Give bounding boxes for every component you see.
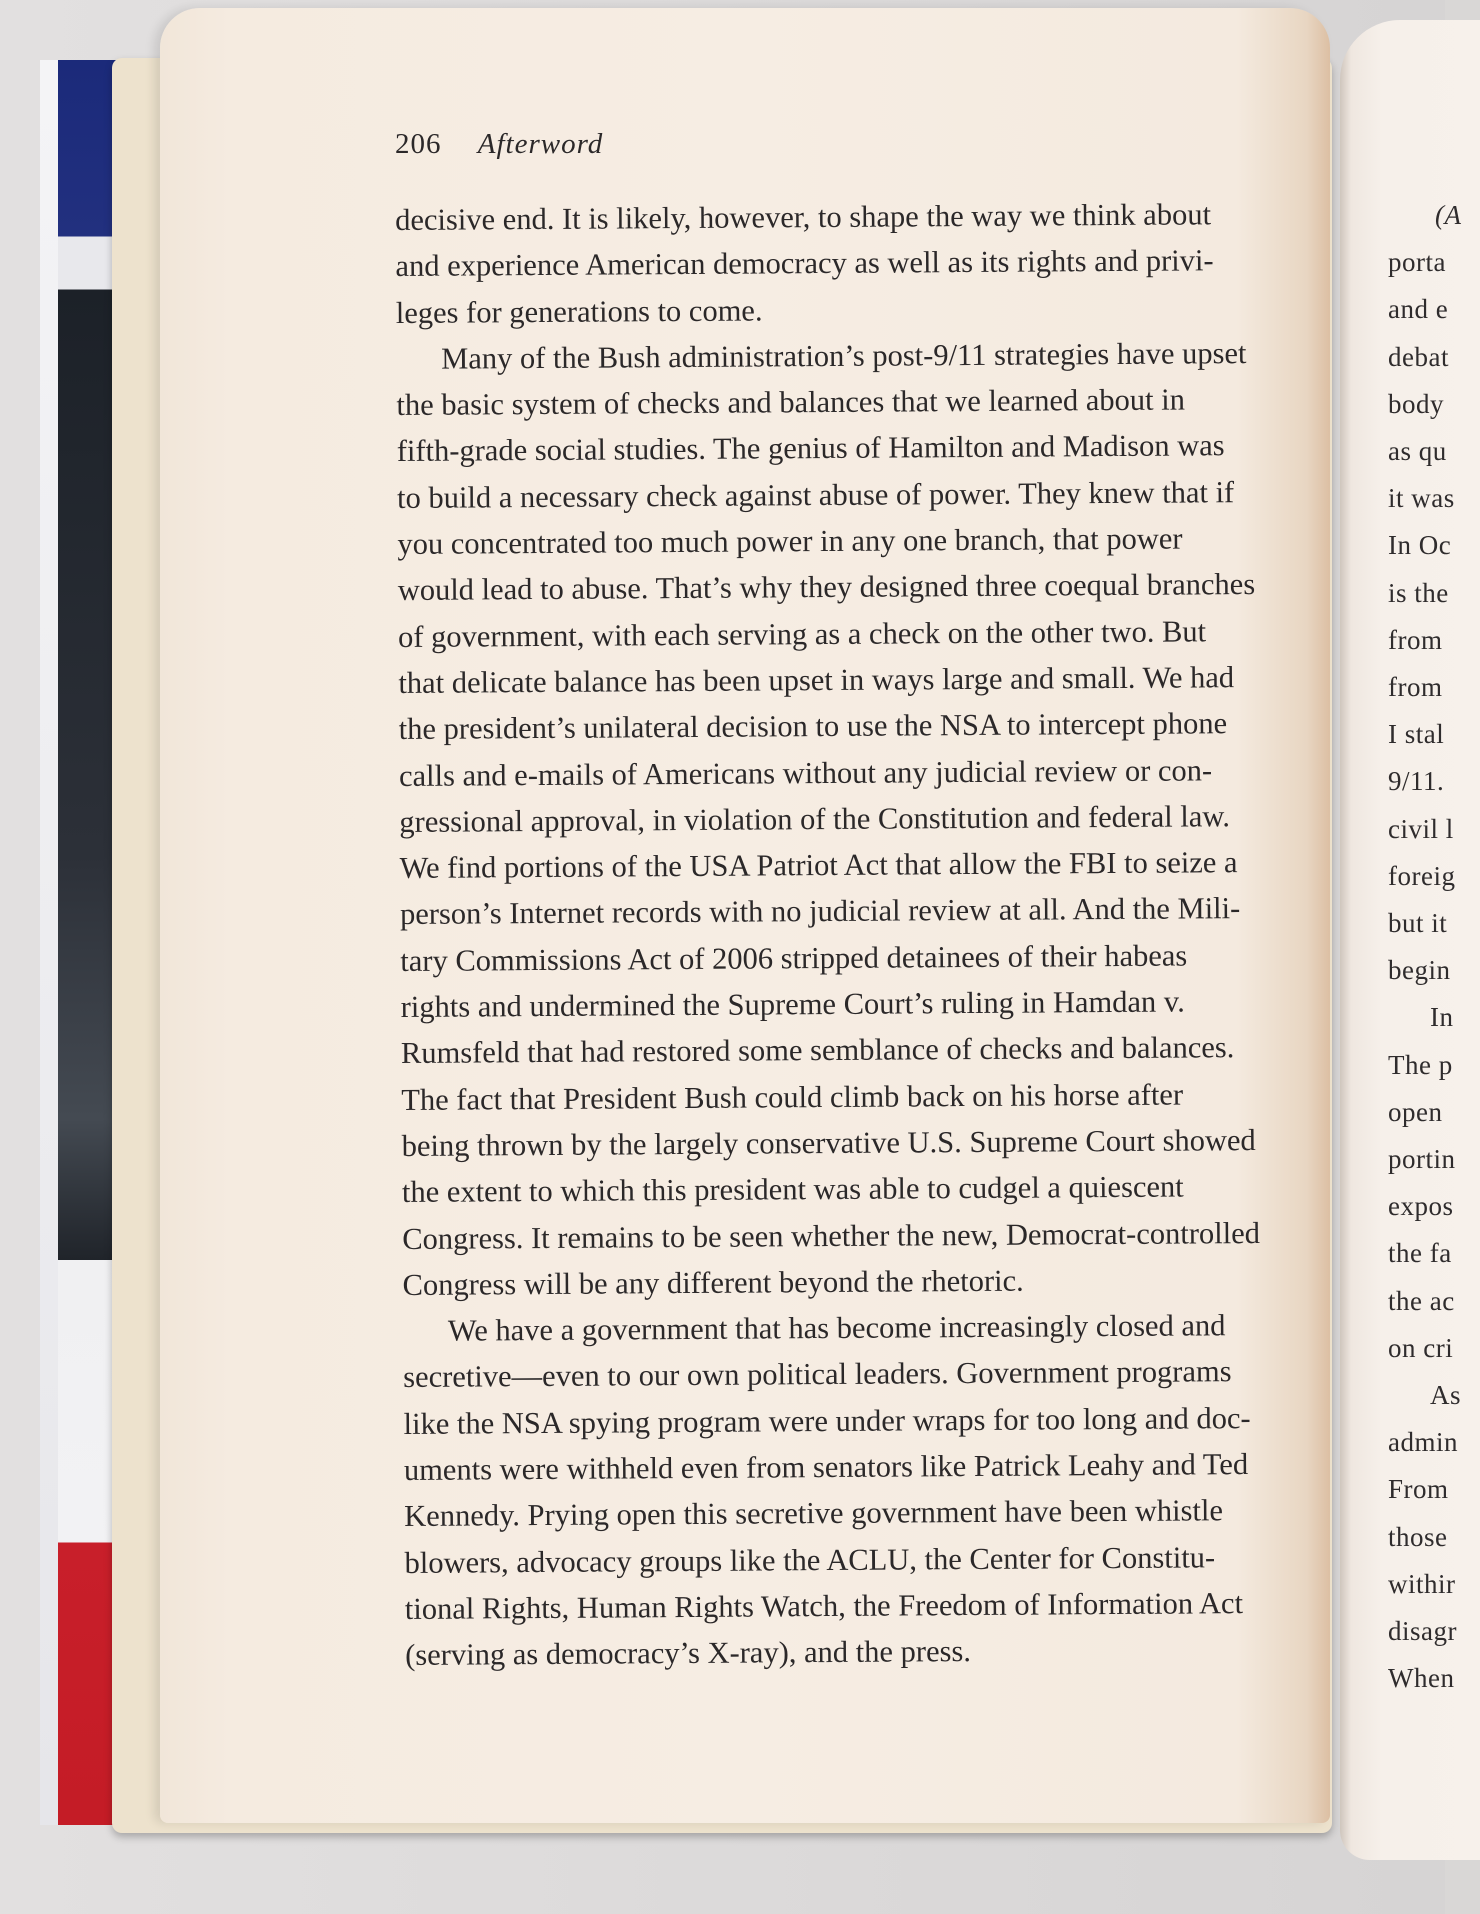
page-number: 206 — [395, 128, 442, 160]
facing-page-line: but it — [1388, 908, 1448, 938]
text-line: uments were withheld even from senators like Patrick Leahy and Ted — [403, 1447, 1249, 1487]
facing-page-line: the ac — [1388, 1285, 1455, 1316]
text-line: decisive end. It is likely, however, to shape the way we think about — [395, 197, 1212, 237]
facing-page-line: When — [1388, 1663, 1455, 1694]
text-line: the basic system of checks and balances that we learned about in — [396, 382, 1186, 423]
chapter-title: Afterword — [477, 128, 604, 160]
text-line: to build a necessary check against abuse of power. They knew that if — [396, 474, 1235, 515]
text-line: We have a government that has become increasingly closed and — [447, 1308, 1226, 1348]
facing-page-line: as qu — [1388, 436, 1447, 466]
text-line: We find portions of the USA Patriot Act that allow the FBI to seize a — [399, 845, 1238, 886]
running-head — [395, 128, 1255, 161]
text-line: the extent to which this president was able to cudgel a quiescent — [401, 1169, 1184, 1210]
text-line: tional Rights, Human Rights Watch, the Freedom of Information Act — [404, 1586, 1244, 1626]
facing-page-line: The p — [1388, 1049, 1453, 1080]
facing-page-line: From — [1388, 1474, 1449, 1505]
facing-page-line: those — [1388, 1521, 1448, 1552]
text-line: The fact that President Bush could climb back on his horse after — [401, 1077, 1184, 1117]
facing-page-line: civil l — [1388, 813, 1454, 844]
text-line: calls and e-mails of Americans without any judicial review or con- — [398, 752, 1213, 793]
facing-page-line: is the — [1388, 577, 1449, 608]
facing-page-line: debat — [1388, 341, 1449, 372]
facing-page-line: body — [1388, 388, 1444, 419]
paragraph — [403, 1302, 1266, 1678]
text-line: would lead to abuse. That’s why they designed three coequal branches — [397, 567, 1256, 608]
facing-page-line: foreig — [1388, 860, 1456, 891]
text-line: leges for generations to come. — [395, 293, 763, 330]
text-line: Congress will be any different beyond the rhetoric. — [402, 1263, 1024, 1302]
text-line: secretive—even to our own political leaders. Government programs — [403, 1354, 1232, 1395]
text-line: like the NSA spying program were under wraps for too long and doc- — [403, 1400, 1251, 1441]
text-line: of government, with each serving as a check on the other two. But — [397, 614, 1207, 654]
text-line: blowers, advocacy groups like the ACLU, the Center for Constitu- — [404, 1539, 1216, 1580]
text-line: the president’s unilateral decision to use the NSA to intercept phone — [398, 706, 1228, 747]
text-line: and experience American democracy as well as its rights and privi- — [395, 243, 1214, 284]
facing-page-line: from — [1388, 672, 1443, 702]
facing-page-line: In Oc — [1388, 530, 1452, 561]
text-line: (serving as democracy’s X-ray), and the press. — [405, 1634, 972, 1673]
text-line: Many of the Bush administration’s post-9/11 strategies have upset — [441, 335, 1247, 376]
facing-page-line: the fa — [1388, 1238, 1452, 1269]
facing-page-line: open — [1388, 1096, 1443, 1127]
facing-page-line: and e — [1388, 294, 1449, 325]
text-line: being thrown by the largely conservative U.S. Supreme Court showed — [401, 1122, 1256, 1163]
text-line: rights and undermined the Supreme Court’s ruling in Hamdan v. — [400, 984, 1185, 1025]
text-line: person’s Internet records with no judicial review at all. And the Mili- — [399, 891, 1241, 932]
facing-page-line: portin — [1388, 1144, 1456, 1174]
facing-page-line: 9/11. — [1388, 766, 1445, 797]
facing-page-line: In — [1430, 1002, 1454, 1033]
facing-page-line: from — [1388, 624, 1443, 655]
facing-page-line: expos — [1388, 1191, 1454, 1222]
facing-page-line: (A — [1435, 200, 1462, 230]
facing-page-line: admin — [1388, 1427, 1458, 1458]
paragraph — [395, 191, 1256, 336]
facing-page-line: As — [1430, 1380, 1462, 1410]
page-content — [395, 128, 1261, 1679]
facing-page — [1340, 20, 1480, 1860]
text-line: Kennedy. Prying open this secretive government have been whistle — [404, 1493, 1224, 1534]
facing-page-line: withir — [1388, 1568, 1456, 1599]
facing-page-line: I stal — [1388, 719, 1445, 750]
text-line: you concentrated too much power in any one branch, that power — [397, 521, 1183, 562]
text-line: Rumsfeld that had restored some semblance of checks and balances. — [400, 1030, 1235, 1071]
facing-page-line: porta — [1388, 247, 1446, 278]
text-line: fifth-grade social studies. The genius of Hamilton and Madison was — [396, 428, 1225, 469]
text-line: tary Commissions Act of 2006 stripped detainees of their habeas — [400, 938, 1188, 978]
facing-page-line: begin — [1388, 955, 1451, 986]
paragraph — [396, 330, 1263, 1308]
text-line: Congress. It remains to be seen whether the new, Democrat-controlled — [402, 1215, 1261, 1256]
body-text — [395, 191, 1265, 1678]
facing-page-line: it was — [1388, 483, 1455, 514]
text-line: gressional approval, in violation of the Constitution and federal law. — [399, 799, 1231, 839]
facing-page-line: on cri — [1388, 1332, 1454, 1363]
facing-page-line: disagr — [1388, 1616, 1457, 1646]
text-line: that delicate balance has been upset in ways large and small. We had — [398, 660, 1235, 700]
